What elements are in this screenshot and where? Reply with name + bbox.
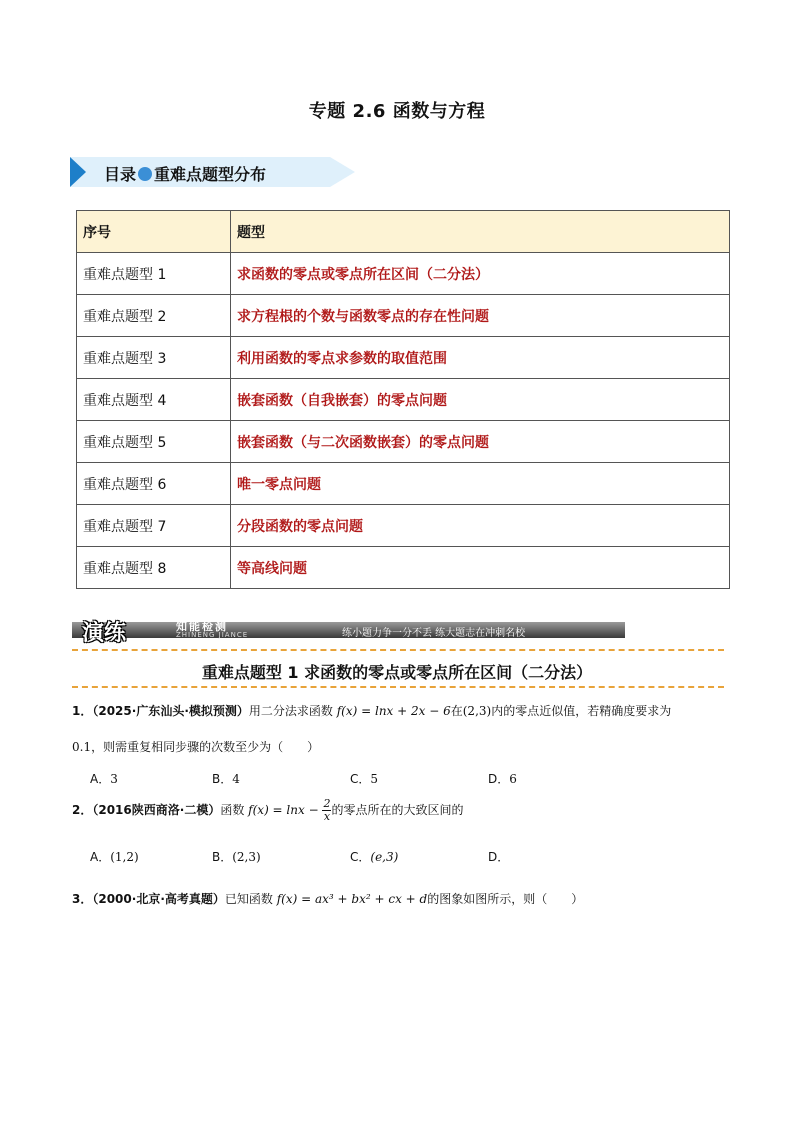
dashed-divider-top xyxy=(72,649,724,651)
blue-dot-icon xyxy=(138,167,152,181)
option-label: C． xyxy=(350,850,371,864)
question-number: 3． xyxy=(72,892,93,906)
option-value: 5 xyxy=(370,772,379,786)
question-text: ，则需重复相同步骤的次数至少为（ ） xyxy=(91,740,320,754)
toc-table xyxy=(76,210,730,589)
fraction-numerator: 2 xyxy=(323,797,331,810)
toc-banner xyxy=(70,155,360,189)
toc-row-type[interactable]: 求方程根的个数与函数零点的存在性问题 xyxy=(231,295,730,337)
toc-header-index: 序号 xyxy=(77,211,231,253)
option-a[interactable] xyxy=(90,770,118,787)
question-text: 的图象如图所示，则（ ） xyxy=(427,892,584,906)
option-label: C． xyxy=(350,772,371,786)
toc-row-type[interactable]: 等高线问题 xyxy=(231,547,730,589)
toc-row xyxy=(77,253,730,295)
toc-row-index: 重难点题型 3 xyxy=(77,337,231,379)
toc-row-index: 重难点题型 4 xyxy=(77,379,231,421)
toc-row xyxy=(77,421,730,463)
toc-row xyxy=(77,337,730,379)
question-text: 函数 xyxy=(220,803,245,818)
question-1-line-2 xyxy=(72,738,319,755)
option-d[interactable] xyxy=(488,848,509,865)
option-value: (1,2) xyxy=(110,850,139,864)
toc-row-index: 重难点题型 1 xyxy=(77,253,231,295)
question-3 xyxy=(72,890,583,907)
question-text: 在 xyxy=(450,704,463,718)
practice-banner-pinyin: ZHINENG JIANCE xyxy=(176,631,249,639)
toc-header-type: 题型 xyxy=(231,211,730,253)
practice-banner-subtitle: 知能检测 xyxy=(176,620,228,633)
function-expression: f(x) = ax³ + bx² + cx + d xyxy=(276,892,428,906)
function-expression: f(x) = lnx + 2x − 6 xyxy=(336,704,451,718)
toc-row xyxy=(77,547,730,589)
question-number: 2． xyxy=(72,803,93,818)
option-c[interactable] xyxy=(350,848,398,865)
toc-row-type[interactable]: 利用函数的零点求参数的取值范围 xyxy=(231,337,730,379)
question-source: （2025·广东汕头·模拟预测） xyxy=(92,704,249,718)
question-text: 用二分法求函数 xyxy=(248,704,333,718)
toc-label xyxy=(104,162,266,185)
toc-row-type[interactable]: 求函数的零点或零点所在区间（二分法） xyxy=(231,253,730,295)
practice-banner xyxy=(72,618,625,646)
interval: (2,3) xyxy=(462,704,492,718)
practice-banner-title: 演练 xyxy=(82,620,127,646)
toc-row-type[interactable]: 唯一零点问题 xyxy=(231,463,730,505)
toc-row-type[interactable]: 嵌套函数（自我嵌套）的零点问题 xyxy=(231,379,730,421)
toc-row-index: 重难点题型 5 xyxy=(77,421,231,463)
option-label: D． xyxy=(488,772,510,786)
option-value: 6 xyxy=(509,772,517,786)
option-label: D． xyxy=(488,850,510,864)
option-label: B． xyxy=(212,772,233,786)
option-label: B． xyxy=(212,850,233,864)
option-d[interactable] xyxy=(488,770,517,787)
question-source: （2000·北京·高考真题） xyxy=(92,892,225,906)
function-expression: f(x) = lnx − xyxy=(248,803,319,818)
option-b[interactable] xyxy=(212,848,261,865)
toc-row xyxy=(77,379,730,421)
toc-row-index: 重难点题型 6 xyxy=(77,463,231,505)
question-text: 内的零点近似值，若精确度要求为 xyxy=(491,704,672,718)
option-value: 3 xyxy=(110,772,118,786)
toc-row xyxy=(77,295,730,337)
toc-row-type[interactable]: 嵌套函数（与二次函数嵌套）的零点问题 xyxy=(231,421,730,463)
toc-row xyxy=(77,505,730,547)
toc-row-index: 重难点题型 8 xyxy=(77,547,231,589)
toc-row-index: 重难点题型 7 xyxy=(77,505,231,547)
fraction-denominator: x xyxy=(323,810,331,824)
option-c[interactable] xyxy=(350,770,378,787)
practice-banner-slogan: 练小题力争一分不丢 练大题志在冲刺名校 xyxy=(342,628,526,639)
section-heading: 重难点题型 1 求函数的零点或零点所在区间（二分法） xyxy=(201,663,593,682)
question-text: 已知函数 xyxy=(224,892,273,906)
question-number: 1． xyxy=(72,704,93,718)
document-title: 专题 2.6 函数与方程 xyxy=(308,101,486,122)
question-2 xyxy=(72,798,463,823)
question-source: （2016陕西商洛·二模） xyxy=(92,803,221,818)
toc-label-directory: 目录 xyxy=(104,165,137,184)
option-value: (2,3) xyxy=(232,850,261,864)
toc-row xyxy=(77,463,730,505)
toc-header-row xyxy=(77,211,730,253)
question-1 xyxy=(72,702,671,719)
option-b[interactable] xyxy=(212,770,240,787)
option-label: A． xyxy=(90,772,111,786)
precision-value: 0.1 xyxy=(72,740,92,754)
option-value: (e,3) xyxy=(370,850,399,864)
option-a[interactable] xyxy=(90,848,139,865)
toc-row-type[interactable]: 分段函数的零点问题 xyxy=(231,505,730,547)
toc-row-index: 重难点题型 2 xyxy=(77,295,231,337)
option-label: A． xyxy=(90,850,111,864)
option-value: 4 xyxy=(232,772,240,786)
question-text: 的零点所在的大致区间的 xyxy=(331,803,464,818)
toc-label-subtitle: 重难点题型分布 xyxy=(154,165,267,184)
dashed-divider-bottom xyxy=(72,686,724,688)
